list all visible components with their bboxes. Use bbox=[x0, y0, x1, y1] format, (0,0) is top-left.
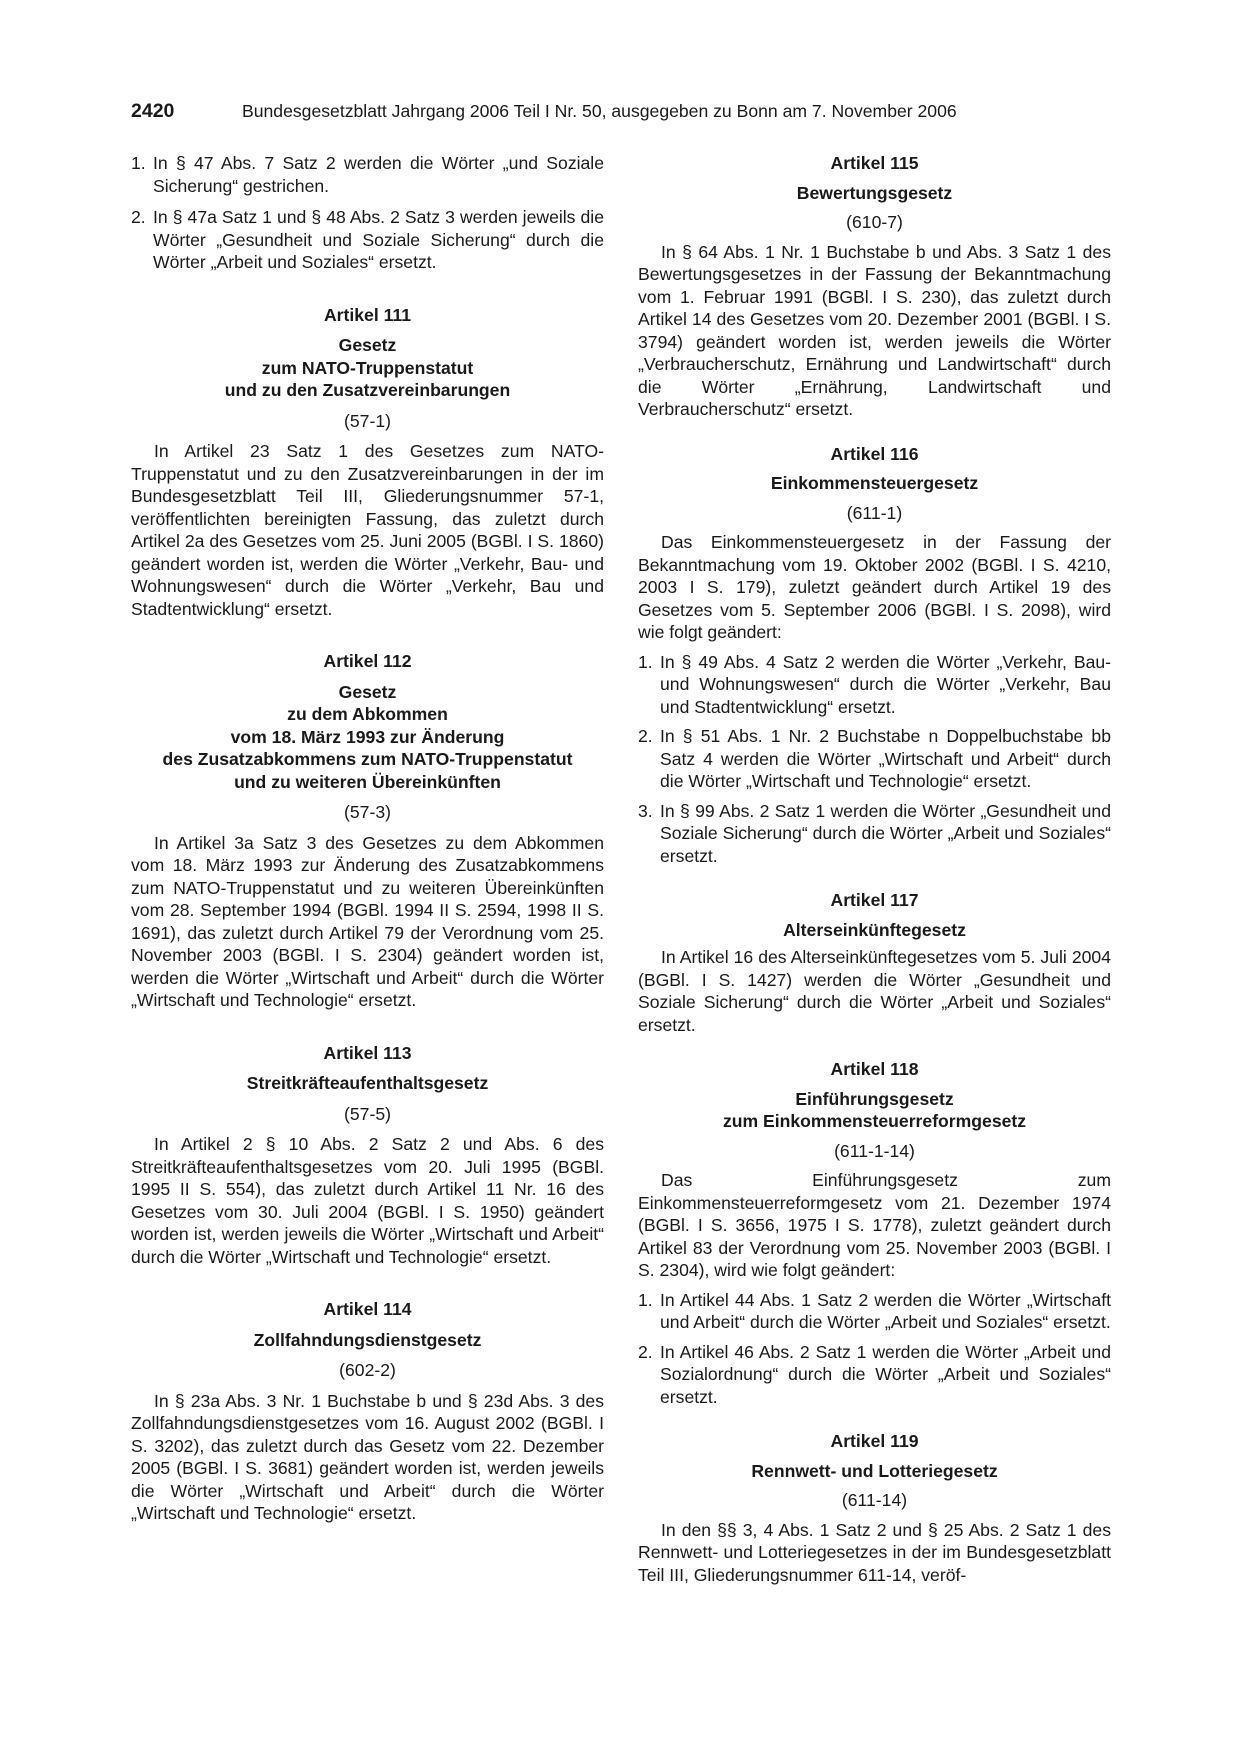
article-text: In den §§ 3, 4 Abs. 1 Satz 2 und § 25 Abs. 2 Satz 1 des Rennwett- und Lotteriegesetzes in der im Bundesgesetzblatt Teil III, Gliederungsnummer 611-14, veröf- bbox=[638, 1519, 1111, 1585]
title-line: Gesetz bbox=[338, 681, 397, 702]
item-number: 2. bbox=[131, 207, 146, 227]
list-item bbox=[638, 651, 1111, 719]
item-number: 2. bbox=[638, 726, 653, 746]
list-item bbox=[638, 725, 1111, 793]
article-text: In Artikel 2 § 10 Abs. 2 Satz 2 und Abs. 6 des Streitkräfteaufenthaltsgesetzes vom 20. Juli 1995 (BGBl. 1995 II S. 554), das zuletzt durch Artikel 11 Nr. 16 des Gesetzes vom 30. Juli 2004 (BGBl. I S. 1950) geändert worden ist, werden jeweils die Wörter „Wirtschaft und Arbeit“ durch die Wörter „Wirtschaft und Technologie“ ersetzt. bbox=[131, 1134, 604, 1267]
page-number: 2420 bbox=[131, 100, 175, 122]
title-line: vom 18. März 1993 zur Änderung bbox=[230, 726, 505, 747]
classification-number: (611-14) bbox=[841, 1490, 908, 1510]
left-column bbox=[131, 152, 604, 1525]
right-column bbox=[638, 152, 1111, 1586]
article-title bbox=[131, 681, 604, 794]
item-text: In Artikel 46 Abs. 2 Satz 1 werden die Wörter „Arbeit und Sozialordnung“ durch die Wörter „Arbeit und Soziales“ ersetzt. bbox=[660, 1341, 1111, 1407]
article-text: In Artikel 23 Satz 1 des Gesetzes zum NATO-Truppenstatut und zu den Zusatzvereinbarungen in der im Bundesgesetzblatt Teil III, Gliederungsnummer 57-1, veröffentlichten bereinigten Fassung, das zuletzt durch Artikel 2a des Gesetzes vom 25. Juni 2005 (BGBl. I S. 1860) geändert worden ist, werden die Wörter „Verkehr, Bau- und Wohnungswesen“ durch die Wörter „Verkehr, Bau und Stadtentwicklung“ ersetzt. bbox=[131, 441, 604, 619]
item-text: In § 51 Abs. 1 Nr. 2 Buchstabe n Doppelbuchstabe bb Satz 4 werden die Wörter „Wirtschaft und Arbeit“ durch die Wörter „Wirtschaft und Technologie“ ersetzt. bbox=[660, 726, 1111, 791]
article-heading: Artikel 114 bbox=[323, 1299, 412, 1319]
title-line: und zu den Zusatzvereinbarungen bbox=[224, 380, 511, 400]
page-header bbox=[131, 100, 1111, 126]
list-item bbox=[131, 206, 604, 274]
item-text: In § 47a Satz 1 und § 48 Abs. 2 Satz 3 werden jeweils die Wörter „Gesundheit und Soziale Sicherung“ durch die Wörter „Arbeit und Soziales“ ersetzt. bbox=[153, 207, 604, 272]
item-text: In § 49 Abs. 4 Satz 2 werden die Wörter „Verkehr, Bau- und Wohnungswesen“ durch die Wörter „Verkehr, Bau und Stadtentwicklung“ ersetzt. bbox=[660, 651, 1111, 717]
classification-number: (611-1-14) bbox=[834, 1140, 915, 1161]
article-title bbox=[131, 1072, 604, 1095]
article-title bbox=[638, 1460, 1111, 1483]
item-number: 2. bbox=[638, 1341, 653, 1362]
article-intro: Das Einführungsgesetz zum Einkommensteuerreformgesetz vom 21. Dezember 1974 (BGBl. I S. 3656, 1975 I S. 1778), zuletzt geändert durch Artikel 83 der Verordnung vom 25. November 2003 (BGBl. I S. 2304), wird wie folgt geändert: bbox=[638, 1170, 1111, 1280]
title-line: und zu weiteren Übereinkünften bbox=[234, 771, 501, 792]
header-title: Bundesgesetzblatt Jahrgang 2006 Teil I Nr. 50, ausgegeben zu Bonn am 7. November 2006 bbox=[242, 101, 957, 121]
item-number: 1. bbox=[638, 651, 653, 672]
article-heading: Artikel 116 bbox=[830, 443, 919, 464]
title-line: Alterseinkünftegesetz bbox=[783, 919, 966, 940]
article-heading: Artikel 117 bbox=[830, 890, 919, 910]
article-title bbox=[131, 1329, 604, 1352]
article-title bbox=[131, 334, 604, 402]
list-item bbox=[638, 800, 1111, 868]
article-text: In Artikel 16 des Alterseinkünftegesetzes vom 5. Juli 2004 (BGBl. I S. 1427) werden die Wörter „Gesundheit und Soziale Sicherung“ durch die Wörter „Arbeit und Soziales“ ersetzt. bbox=[638, 947, 1111, 1035]
title-line: des Zusatzabkommens zum NATO-Truppenstatut bbox=[162, 749, 573, 769]
article-heading: Artikel 111 bbox=[323, 304, 412, 325]
title-line: Streitkräfteaufenthaltsgesetz bbox=[246, 1073, 489, 1093]
article-intro: Das Einkommensteuergesetz in der Fassung der Bekanntmachung vom 19. Oktober 2002 (BGBl. I S. 4210, 2003 I S. 179), zuletzt geändert durch Artikel 19 des Gesetzes vom 5. September 2006 (BGBl. I S. 2098), wird wie folgt geändert: bbox=[638, 532, 1111, 642]
title-line: Zollfahndungsdienstgesetz bbox=[253, 1329, 482, 1350]
article-heading: Artikel 119 bbox=[830, 1431, 919, 1451]
title-line: zum NATO-Truppenstatut bbox=[261, 357, 474, 378]
item-text: In § 99 Abs. 2 Satz 1 werden die Wörter „Gesundheit und Soziale Sicherung“ durch die Wörter „Arbeit und Soziales“ ersetzt. bbox=[660, 800, 1111, 866]
article-title bbox=[638, 182, 1111, 205]
title-line: Rennwett- und Lotteriegesetz bbox=[751, 1460, 998, 1481]
list-item bbox=[638, 1341, 1111, 1409]
title-line: zum Einkommensteuerreformgesetz bbox=[722, 1111, 1027, 1131]
classification-number: (610-7) bbox=[846, 212, 903, 232]
article-heading: Artikel 118 bbox=[830, 1059, 919, 1079]
classification-number: (57-5) bbox=[344, 1103, 391, 1124]
classification-number: (57-3) bbox=[344, 802, 391, 822]
article-title bbox=[638, 1088, 1111, 1133]
list-item bbox=[638, 1289, 1111, 1334]
article-title bbox=[638, 919, 1111, 942]
list-item bbox=[131, 152, 604, 197]
article-heading: Artikel 115 bbox=[830, 153, 919, 173]
title-line: Einkommensteuergesetz bbox=[770, 473, 979, 493]
article-text: In § 23a Abs. 3 Nr. 1 Buchstabe b und § 23d Abs. 3 des Zollfahndungsdienstgesetzes vom 16. August 2002 (BGBl. I S. 3202), das zuletzt durch das Gesetz vom 22. Dezember 2005 (BGBl. I S. 3681) geändert worden ist, werden jeweils die Wörter „Wirtschaft und Arbeit“ durch die Wörter „Wirtschaft und Technologie“ ersetzt. bbox=[131, 1390, 604, 1523]
item-number: 1. bbox=[131, 153, 146, 173]
article-title bbox=[638, 472, 1111, 495]
classification-number: (602-2) bbox=[339, 1360, 396, 1380]
item-text: In § 47 Abs. 7 Satz 2 werden die Wörter „und Soziale Sicherung“ gestrichen. bbox=[153, 153, 604, 196]
article-heading: Artikel 113 bbox=[323, 1042, 412, 1063]
title-line: zu dem Abkommen bbox=[287, 704, 448, 724]
article-text: In § 64 Abs. 1 Nr. 1 Buchstabe b und Abs. 3 Satz 1 des Bewertungsgesetzes in der Fassung der Bekanntmachung vom 1. Februar 1991 (BGBl. I S. 230), das zuletzt durch Artikel 14 des Gesetzes vom 20. Dezember 2001 (BGBl. I S. 3794) geändert worden ist, werden jeweils die Wörter „Verbraucherschutz, Ernährung und Landwirtschaft“ durch die Wörter „Ernährung, Landwirtschaft und Verbraucherschutz“ ersetzt. bbox=[638, 241, 1111, 419]
classification-number: (611-1) bbox=[846, 502, 903, 523]
title-line: Gesetz bbox=[338, 335, 397, 355]
item-text: In Artikel 44 Abs. 1 Satz 2 werden die Wörter „Wirtschaft und Arbeit“ durch die Wörter „Arbeit und Soziales“ ersetzt. bbox=[660, 1289, 1111, 1332]
article-heading: Artikel 112 bbox=[323, 651, 412, 671]
article-text: In Artikel 3a Satz 3 des Gesetzes zu dem Abkommen vom 18. März 1993 zur Änderung des Zusatzabkommens zum NATO-Truppenstatut und zu weiteren Übereinkünften vom 28. September 1994 (BGBl. 1994 II S. 2594, 1998 II S. 1691), das zuletzt durch Artikel 79 der Verordnung vom 25. November 2003 (BGBl. I S. 2304) geändert worden ist, werden die Wörter „Wirtschaft und Arbeit“ durch die Wörter „Wirtschaft und Technologie“ ersetzt. bbox=[131, 832, 604, 1010]
title-line: Einführungsgesetz bbox=[795, 1088, 954, 1109]
classification-number: (57-1) bbox=[344, 410, 391, 431]
title-line: Bewertungsgesetz bbox=[796, 182, 953, 203]
item-number: 3. bbox=[638, 800, 653, 821]
item-number: 1. bbox=[638, 1289, 653, 1310]
